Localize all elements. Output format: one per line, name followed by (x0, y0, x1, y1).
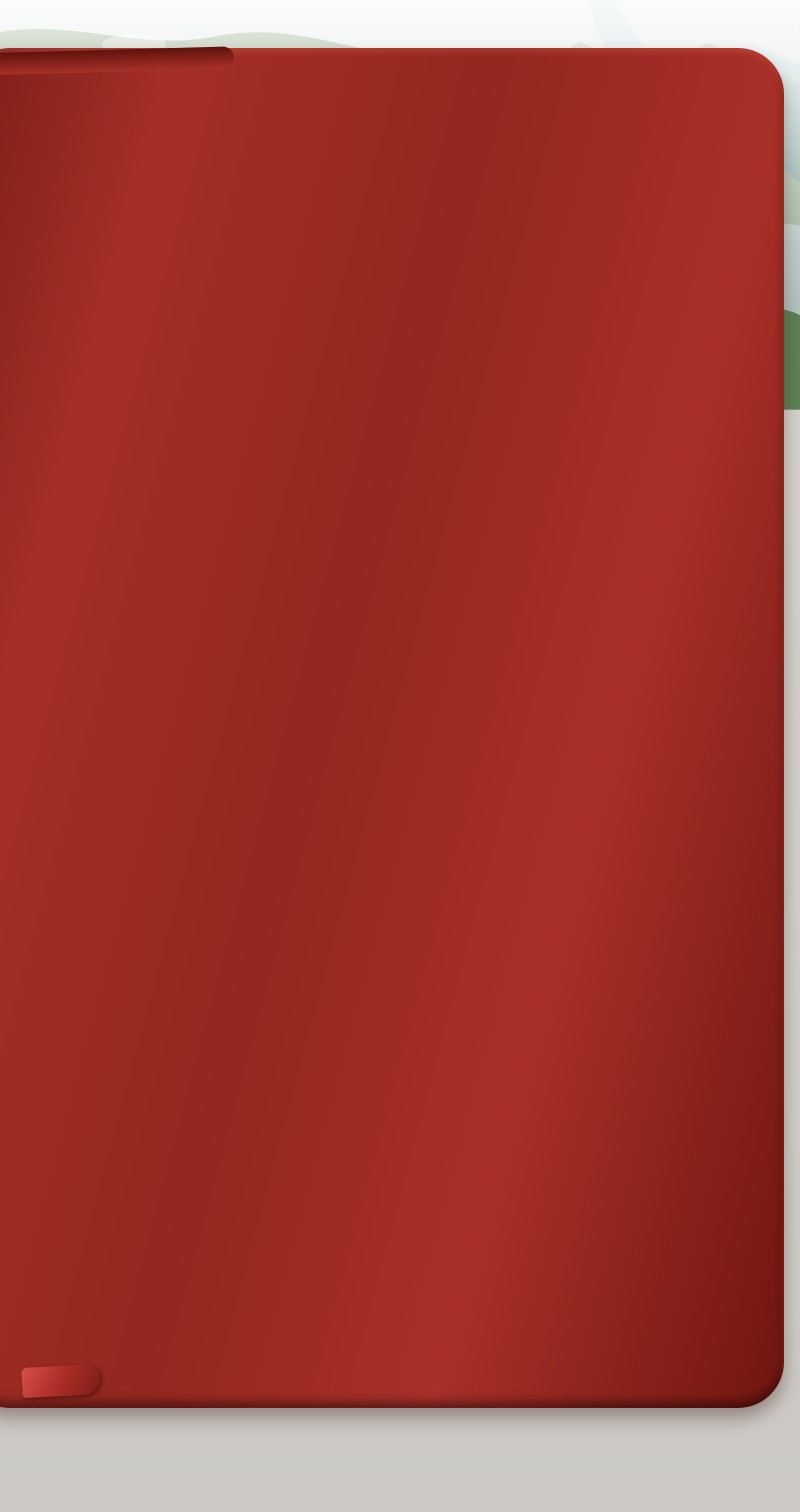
red-book-cover (0, 48, 784, 1408)
stacked-page-edges (54, 1366, 746, 1379)
